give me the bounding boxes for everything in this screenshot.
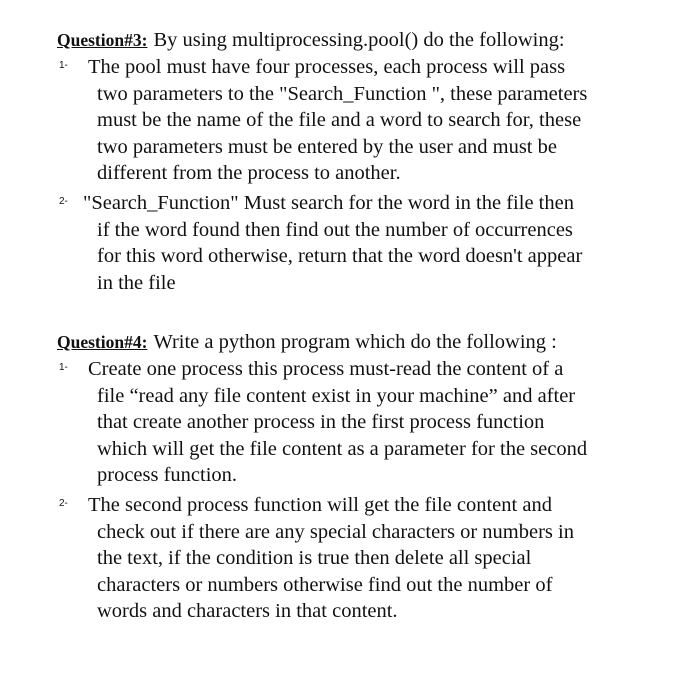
item-line: that create another process in the first process function xyxy=(97,411,545,434)
item-line: for this word otherwise, return that the word doesn't appear xyxy=(97,245,583,268)
question-3-heading xyxy=(57,27,657,54)
item-line: in the file xyxy=(97,271,176,294)
question-4-prompt: Write a python program which do the following : xyxy=(153,331,557,353)
question-4-items xyxy=(57,356,657,625)
question-3-prompt: By using multiprocessing.pool() do the following: xyxy=(153,29,565,51)
item-line: two parameters must be entered by the user and must be xyxy=(97,135,557,158)
question-3-label: Question#3: xyxy=(57,30,148,50)
question-4-label: Question#4: xyxy=(57,332,148,352)
item-line: different from the process to another. xyxy=(97,162,401,185)
item-line: which will get the file content as a parameter for the second xyxy=(97,437,588,460)
item-line: Create one process this process must-read the content of a xyxy=(88,358,564,380)
item-number: 2- xyxy=(59,497,68,509)
item-line: The second process function will get the file content and xyxy=(88,493,552,516)
item-number: 1- xyxy=(59,60,68,71)
item-line: "Search_Function" Must search for the word in the file then xyxy=(83,191,574,214)
question-4-item-1 xyxy=(57,356,657,489)
item-number: 2- xyxy=(59,195,68,207)
question-3-item-1 xyxy=(57,54,657,187)
item-line: must be the name of the file and a word to search for, these xyxy=(97,109,582,132)
item-line: check out if there are any special characters or numbers in xyxy=(97,520,574,543)
item-line: The pool must have four processes, each process will pass xyxy=(88,56,566,78)
item-line: if the word found then find out the number of occurrences xyxy=(97,218,573,241)
item-line: file “read any file content exist in your machine” and after xyxy=(97,384,576,407)
question-3-items xyxy=(57,54,657,296)
question-4-heading xyxy=(57,329,657,356)
item-line: process function. xyxy=(97,464,238,487)
question-4-item-2 xyxy=(57,492,657,625)
item-line: characters or numbers otherwise find out the number of xyxy=(97,573,553,596)
question-3-item-2 xyxy=(57,190,657,296)
item-line: two parameters to the "Search_Function ", these parameters xyxy=(97,82,588,105)
question-4 xyxy=(57,329,657,625)
item-line: the text, if the condition is true then delete all special xyxy=(97,547,532,570)
item-number: 1- xyxy=(59,362,68,373)
question-3 xyxy=(57,27,657,296)
item-line: words and characters in that content. xyxy=(97,600,398,623)
